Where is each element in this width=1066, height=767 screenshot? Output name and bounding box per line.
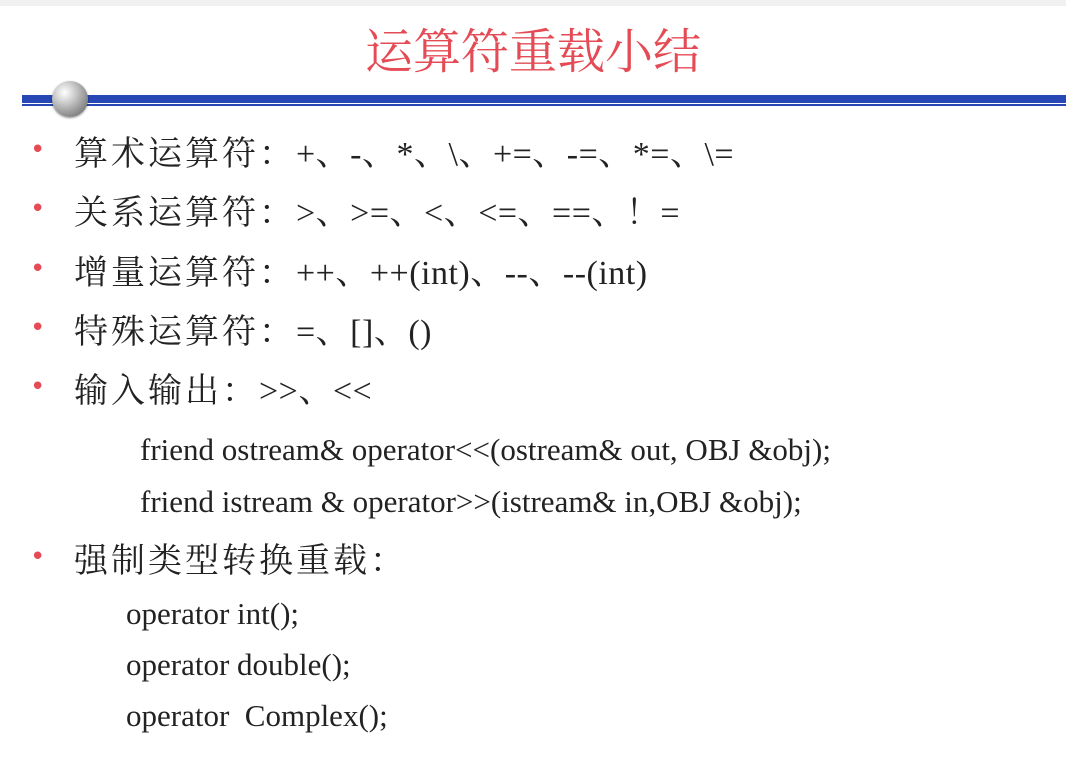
cast-code-line: operator double(); [126, 647, 351, 682]
bullet-dot-icon: • [30, 542, 46, 572]
bullet-operators: >、>=、<、<=、==、！= [296, 194, 681, 232]
bullet-label: 算术运算符： [74, 133, 296, 174]
gray-sphere-icon [52, 81, 88, 117]
bullet-label: 特殊运算符： [74, 311, 296, 352]
bullet-label: 关系运算符： [74, 192, 296, 233]
bullet-operators: ++、++(int)、--、--(int) [296, 254, 648, 292]
bullet-label: 输入输出： [74, 370, 259, 411]
bullet-operators: =、[]、() [296, 313, 432, 351]
bullet-dot-icon: • [30, 135, 46, 165]
bullet-operators: +、-、*、\、+=、-=、*=、\= [296, 135, 735, 173]
title-underline-thin [22, 104, 1066, 106]
bullet-dot-icon: • [30, 194, 46, 224]
title-underline [22, 95, 1066, 103]
bullet-dot-icon: • [30, 313, 46, 343]
io-code-line: friend ostream& operator<<(ostream& out, OBJ &obj); [140, 432, 831, 467]
bullet-operators: >>、<< [259, 372, 373, 410]
slide-title: 运算符重载小结 [364, 24, 701, 80]
bullet-io [30, 362, 372, 412]
bullet-arithmetic [30, 125, 734, 175]
bullet-cast [30, 532, 407, 582]
cast-code-line: operator Complex(); [126, 698, 388, 733]
bullet-label: 增量运算符： [74, 252, 296, 293]
bullet-relational [30, 184, 680, 234]
top-strip [0, 0, 1066, 6]
bullet-dot-icon: • [30, 254, 46, 284]
cast-code-line: operator int(); [126, 596, 300, 631]
bullet-dot-icon: • [30, 372, 46, 402]
io-code-line: friend istream & operator>>(istream& in,OBJ &obj); [140, 484, 802, 519]
bullet-special [30, 303, 432, 353]
bullet-increment [30, 244, 648, 294]
bullet-label: 强制类型转换重载： [74, 540, 407, 581]
